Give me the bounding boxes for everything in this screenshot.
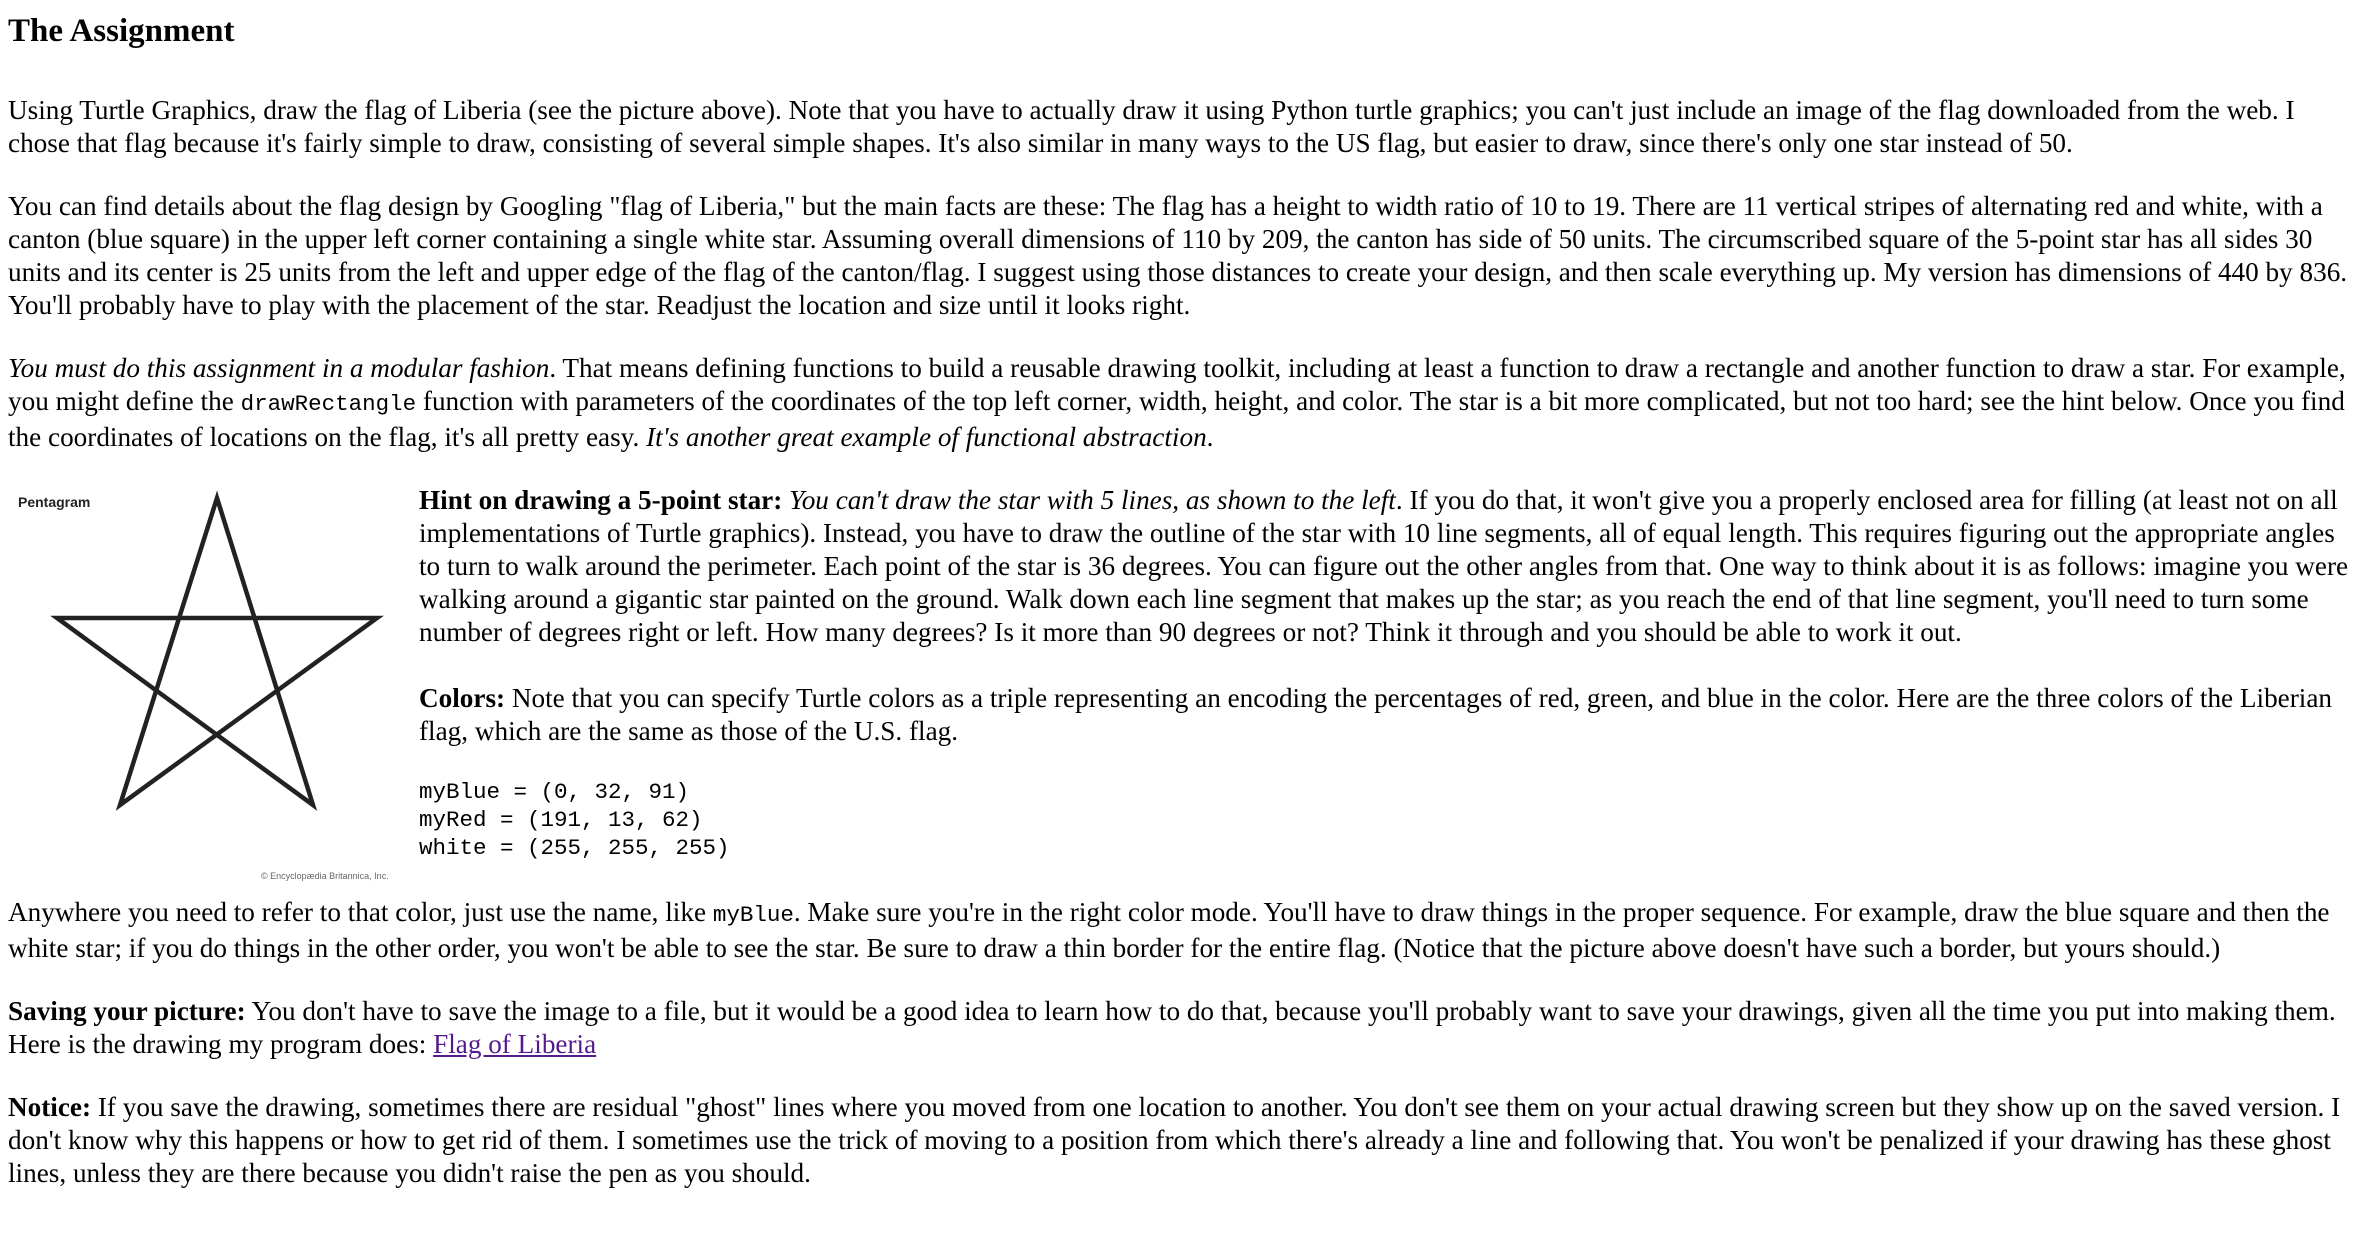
my-blue-code: myBlue (712, 902, 794, 928)
saving-label: Saving your picture: (8, 996, 246, 1026)
usage-text-b: . Make sure you're in the right color mode. You'll have to draw things in the proper sequence. For example, draw the blue square and then the white star; if you do things in the other order, you won't be able to see the star. Be sure to draw a thin border for the entire flag. (Notice that the picture above doesn't have such a border, but yours should.) (8, 897, 2330, 963)
pentagram-star (57, 498, 377, 805)
figure-title: Pentagram (18, 494, 91, 510)
hint-text: . If you do that, it won't give you a properly enclosed area for filling (at least not on all implementations of Turtle graphics). Instead, you have to draw the outline of the star with 10 line segments, all of equal length. This requires figuring out the appropriate angles to turn to walk around the perimeter. Each point of the star is 36 degrees. You can figure out the other angles from that. One way to think about it is as follows: imagine you were walking around a gigantic star painted on the ground. Walk down each line segment that makes up the star; as you reach the end of that line segment, you'll need to turn some number of degrees right or left. How many degrees? Is it more than 90 degrees or not? Think it through and you should be able to work it out. (419, 485, 2349, 647)
notice-label: Notice: (8, 1092, 92, 1122)
color-code-block (419, 778, 2356, 862)
hint-section (8, 484, 2356, 896)
code-line: myRed = (191, 13, 62) (419, 807, 703, 833)
design-paragraph: You can find details about the flag design by Googling "flag of Liberia," but the main facts are these: The flag has a height to width ratio of 10 to 19. There are 11 vertical stripes of alternating red and white, with a canton (blue square) in the upper left corner containing a single white star. Assuming overall dimensions of 110 by 209, the canton has side of 50 units. The circumscribed square of the 5-point star has all sides 30 units and its center is 25 units from the left and upper edge of the flag of the canton/flag. I suggest using those distances to create your design, and then scale everything up. My version has dimensions of 440 by 836. You'll probably have to play with the placement of the star. Readjust the location and size until it looks right. (8, 191, 2348, 320)
usage-text-a: Anywhere you need to refer to that color, just use the name, like (8, 897, 713, 927)
saving-text: You don't have to save the image to a file, but it would be a good idea to learn how to do that, because you'll probably want to save your drawings, given all the time you put into making them. Here is the drawing my program does: (8, 996, 2336, 1059)
saving-paragraph (8, 995, 2356, 1061)
modular-paragraph (8, 352, 2356, 454)
modular-emphasis: You must do this assignment in a modular fashion (8, 353, 550, 383)
hint-emphasis: You can't draw the star with 5 lines, as shown to the left (789, 485, 1396, 515)
functional-abstraction-emphasis: It's another great example of functional abstraction (646, 422, 1207, 452)
notice-paragraph (8, 1091, 2356, 1190)
hint-text-column (419, 484, 2356, 862)
usage-paragraph (8, 896, 2356, 965)
hint-label: Hint on drawing a 5-point star: (419, 485, 783, 515)
modular-text-a: . That means defining functions to build a reusable drawing toolkit, including at least a function to draw a rectangle and another function to draw a star. For example, you might define the (8, 353, 2346, 416)
hint-paragraph (419, 484, 2356, 649)
document-body (8, 0, 2356, 1190)
pentagram-image (8, 484, 413, 896)
notice-text: If you save the drawing, sometimes there are residual "ghost" lines where you moved from one location to another. You don't see them on your actual drawing screen but they show up on the saved version. I don't know why this happens or how to get rid of them. I sometimes use the trick of moving to a position from which there's already a line and following that. You won't be penalized if your drawing has these ghost lines, unless they are there because you didn't raise the pen as you should. (8, 1092, 2341, 1188)
colors-paragraph (419, 682, 2356, 748)
code-line: white = (255, 255, 255) (419, 835, 730, 861)
intro-paragraph: Using Turtle Graphics, draw the flag of Liberia (see the picture above). Note that you have to actually draw it using Python turtle graphics; you can't just include an image of the flag downloaded from the web. I chose that flag because it's fairly simple to draw, consisting of several simple shapes. It's also similar in many ways to the US flag, but easier to draw, since there's only one star instead of 50. (8, 95, 2295, 158)
figure-credit: © Encyclopædia Britannica, Inc. (261, 871, 389, 881)
pentagram-figure (8, 484, 413, 896)
flag-of-liberia-link[interactable]: Flag of Liberia (433, 1029, 597, 1059)
code-line: myBlue = (0, 32, 91) (419, 779, 690, 805)
modular-text-b: function with parameters of the coordinates of the top left corner, width, height, and color. The star is a bit more complicated, but not too hard; see the hint below. Once you find the coordinates of locations on the flag, it's all pretty easy. (8, 386, 2345, 452)
page-title: The Assignment (8, 13, 235, 49)
colors-text: Note that you can specify Turtle colors as a triple representing an encoding the percentages of red, green, and blue in the color. Here are the three colors of the Liberian flag, which are the same as those of the U.S. flag. (419, 683, 2333, 746)
colors-label: Colors: (419, 683, 506, 713)
draw-rectangle-code: drawRectangle (240, 391, 417, 417)
modular-text-end: . (1206, 422, 1214, 452)
